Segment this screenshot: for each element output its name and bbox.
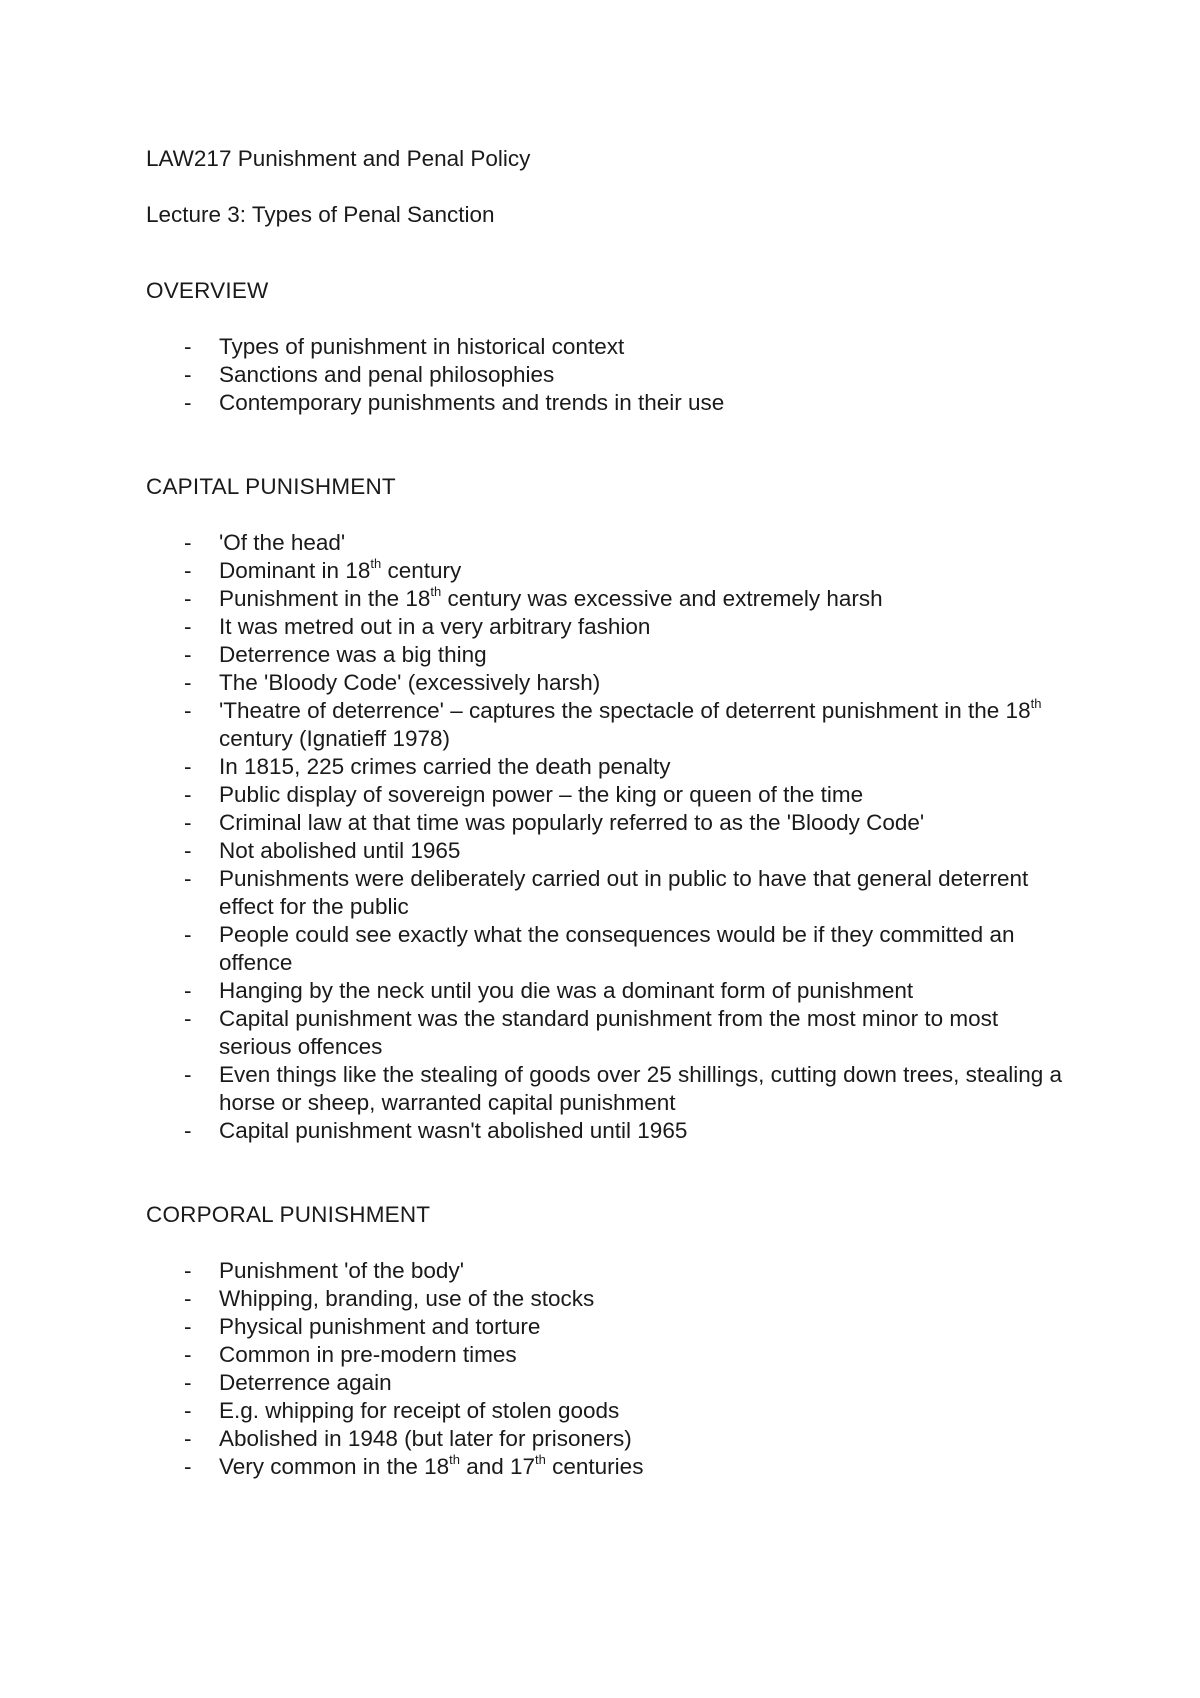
list-item-text: 'Theatre of deterrence' – captures the spectacle of deterrent punishment in the 18th century (Ignatieff 1978) xyxy=(219,695,1042,751)
dash-bullet: - xyxy=(184,1062,192,1087)
dash-bullet: - xyxy=(184,1314,192,1339)
list-item-text: Punishment 'of the body' xyxy=(219,1258,464,1283)
dash-bullet: - xyxy=(184,1258,192,1283)
dash-bullet: - xyxy=(184,530,192,555)
list-item-text: Public display of sovereign power – the king or queen of the time xyxy=(219,782,864,807)
list-item-text: Sanctions and penal philosophies xyxy=(219,362,555,387)
dash-bullet: - xyxy=(184,586,192,611)
section-heading-corporal-punishment: CORPORAL PUNISHMENT xyxy=(146,1202,431,1227)
list-item xyxy=(146,1313,1076,1341)
list-item-text: Whipping, branding, use of the stocks xyxy=(219,1286,595,1311)
dash-bullet: - xyxy=(184,558,192,583)
list-item xyxy=(146,613,1076,641)
dash-bullet: - xyxy=(184,782,192,807)
corporal-punishment-list xyxy=(146,1257,1076,1481)
dash-bullet: - xyxy=(184,614,192,639)
dash-bullet: - xyxy=(184,838,192,863)
list-item-text: 'Of the head' xyxy=(219,530,346,555)
list-item xyxy=(146,1425,1076,1453)
dash-bullet: - xyxy=(184,390,192,415)
list-item xyxy=(146,781,1076,809)
list-item xyxy=(146,809,1076,837)
list-item-text: Deterrence again xyxy=(219,1370,392,1395)
list-item-text: Punishment in the 18th century was excessive and extremely harsh xyxy=(219,583,883,611)
list-item xyxy=(146,1005,1076,1061)
overview-list xyxy=(146,333,1076,417)
list-item xyxy=(146,1453,1076,1481)
section-heading-overview: OVERVIEW xyxy=(146,278,269,303)
dash-bullet: - xyxy=(184,670,192,695)
list-item-text: Abolished in 1948 (but later for prisoners) xyxy=(219,1426,632,1451)
list-item-text: Capital punishment was the standard punishment from the most minor to most serious offences xyxy=(219,1006,999,1059)
section-heading-capital-punishment: CAPITAL PUNISHMENT xyxy=(146,474,396,499)
list-item xyxy=(146,333,1076,361)
list-item-text: Deterrence was a big thing xyxy=(219,642,487,667)
list-item-text: Contemporary punishments and trends in their use xyxy=(219,390,725,415)
dash-bullet: - xyxy=(184,642,192,667)
dash-bullet: - xyxy=(184,698,192,723)
dash-bullet: - xyxy=(184,1454,192,1479)
list-item-text: In 1815, 225 crimes carried the death penalty xyxy=(219,754,671,779)
list-item xyxy=(146,1285,1076,1313)
list-item-text: E.g. whipping for receipt of stolen goods xyxy=(219,1398,620,1423)
dash-bullet: - xyxy=(184,978,192,1003)
list-item xyxy=(146,1257,1076,1285)
capital-punishment-list xyxy=(146,529,1076,1145)
list-item xyxy=(146,753,1076,781)
list-item xyxy=(146,557,1076,585)
list-item-text: Dominant in 18th century xyxy=(219,555,462,583)
course-title: LAW217 Punishment and Penal Policy xyxy=(146,146,531,171)
list-item xyxy=(146,361,1076,389)
dash-bullet: - xyxy=(184,334,192,359)
list-item xyxy=(146,641,1076,669)
list-item-text: Even things like the stealing of goods over 25 shillings, cutting down trees, stealing a horse or sheep, warranted capital punishment xyxy=(219,1062,1063,1115)
list-item xyxy=(146,585,1076,613)
list-item xyxy=(146,1341,1076,1369)
list-item xyxy=(146,1117,1076,1145)
list-item-text: Capital punishment wasn't abolished until 1965 xyxy=(219,1118,688,1143)
dash-bullet: - xyxy=(184,1370,192,1395)
list-item xyxy=(146,837,1076,865)
list-item-text: Physical punishment and torture xyxy=(219,1314,541,1339)
list-item-text: Criminal law at that time was popularly referred to as the 'Bloody Code' xyxy=(219,810,925,835)
list-item xyxy=(146,865,1076,921)
dash-bullet: - xyxy=(184,754,192,779)
dash-bullet: - xyxy=(184,1342,192,1367)
list-item-text: It was metred out in a very arbitrary fashion xyxy=(219,614,651,639)
list-item xyxy=(146,1369,1076,1397)
list-item-text: People could see exactly what the consequences would be if they committed an offence xyxy=(219,922,1015,975)
dash-bullet: - xyxy=(184,866,192,891)
dash-bullet: - xyxy=(184,1118,192,1143)
dash-bullet: - xyxy=(184,1426,192,1451)
dash-bullet: - xyxy=(184,1398,192,1423)
list-item xyxy=(146,1397,1076,1425)
list-item xyxy=(146,529,1076,557)
list-item xyxy=(146,697,1076,753)
list-item-text: Not abolished until 1965 xyxy=(219,838,461,863)
list-item-text: Common in pre-modern times xyxy=(219,1342,517,1367)
list-item-text: Punishments were deliberately carried out in public to have that general deterrent effect for the public xyxy=(219,866,1029,919)
list-item xyxy=(146,389,1076,417)
list-item xyxy=(146,921,1076,977)
list-item-text: Hanging by the neck until you die was a dominant form of punishment xyxy=(219,978,914,1003)
document-page xyxy=(146,145,1076,1481)
list-item-text: Types of punishment in historical context xyxy=(219,334,625,359)
dash-bullet: - xyxy=(184,810,192,835)
dash-bullet: - xyxy=(184,1286,192,1311)
list-item xyxy=(146,977,1076,1005)
dash-bullet: - xyxy=(184,922,192,947)
dash-bullet: - xyxy=(184,362,192,387)
list-item xyxy=(146,1061,1076,1117)
dash-bullet: - xyxy=(184,1006,192,1031)
list-item xyxy=(146,669,1076,697)
list-item-text: The 'Bloody Code' (excessively harsh) xyxy=(219,670,601,695)
list-item-text: Very common in the 18th and 17th centuries xyxy=(219,1451,644,1479)
lecture-title: Lecture 3: Types of Penal Sanction xyxy=(146,202,495,227)
